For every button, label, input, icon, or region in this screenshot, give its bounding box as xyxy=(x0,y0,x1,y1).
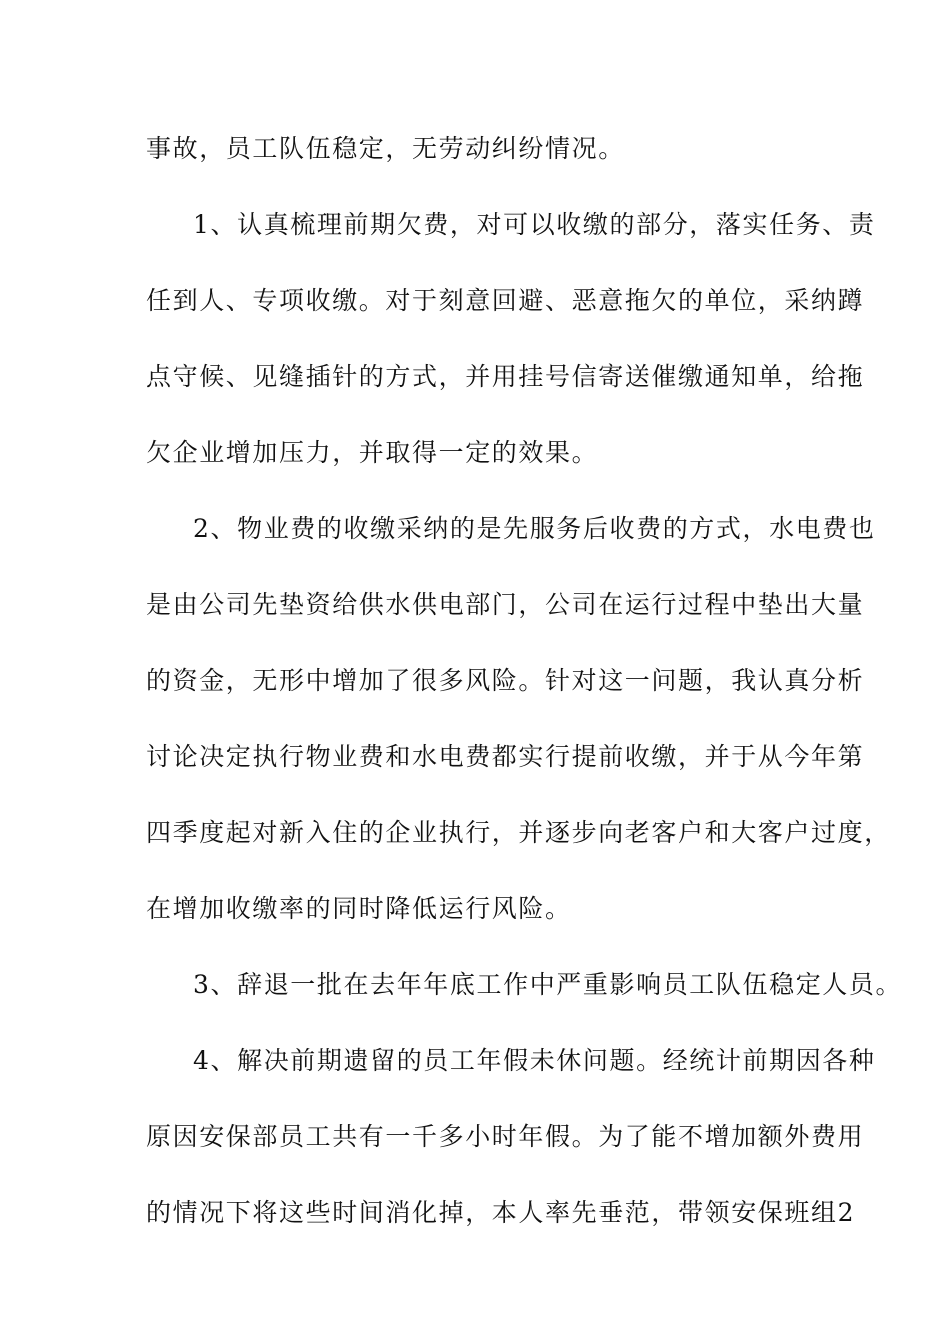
paragraph-3: 3、辞退一批在去年年底工作中严重影响员工队伍稳定人员。 xyxy=(193,970,903,999)
text-line: 的情况下将这些时间消化掉，本人率先垂范，带领安保班组2 xyxy=(146,1198,856,1227)
paragraph-1-start: 1、认真梳理前期欠费，对可以收缴的部分，落实任务、责 xyxy=(193,210,876,239)
text-line: 的资金，无形中增加了很多风险。针对这一问题，我认真分析 xyxy=(146,666,865,695)
text-line: 讨论决定执行物业费和水电费都实行提前收缴，并于从今年第 xyxy=(146,742,865,771)
text-line: 四季度起对新入住的企业执行，并逐步向老客户和大客户过度， xyxy=(146,818,891,847)
text-line: 欠企业增加压力，并取得一定的效果。 xyxy=(146,438,599,467)
text-line: 在增加收缴率的同时降低运行风险。 xyxy=(146,894,572,923)
text-line: 任到人、专项收缴。对于刻意回避、恶意拖欠的单位，采纳蹲 xyxy=(146,286,865,315)
paragraph-4-start: 4、解决前期遗留的员工年假未休问题。经统计前期因各种 xyxy=(193,1046,876,1075)
text-line: 事故，员工队伍稳定，无劳动纠纷情况。 xyxy=(146,134,625,163)
text-line: 点守候、见缝插针的方式，并用挂号信寄送催缴通知单，给拖 xyxy=(146,362,865,391)
paragraph-2-start: 2、物业费的收缴采纳的是先服务后收费的方式，水电费也 xyxy=(193,514,876,543)
text-line: 是由公司先垫资给供水供电部门，公司在运行过程中垫出大量 xyxy=(146,590,865,619)
text-line: 原因安保部员工共有一千多小时年假。为了能不增加额外费用 xyxy=(146,1122,865,1151)
